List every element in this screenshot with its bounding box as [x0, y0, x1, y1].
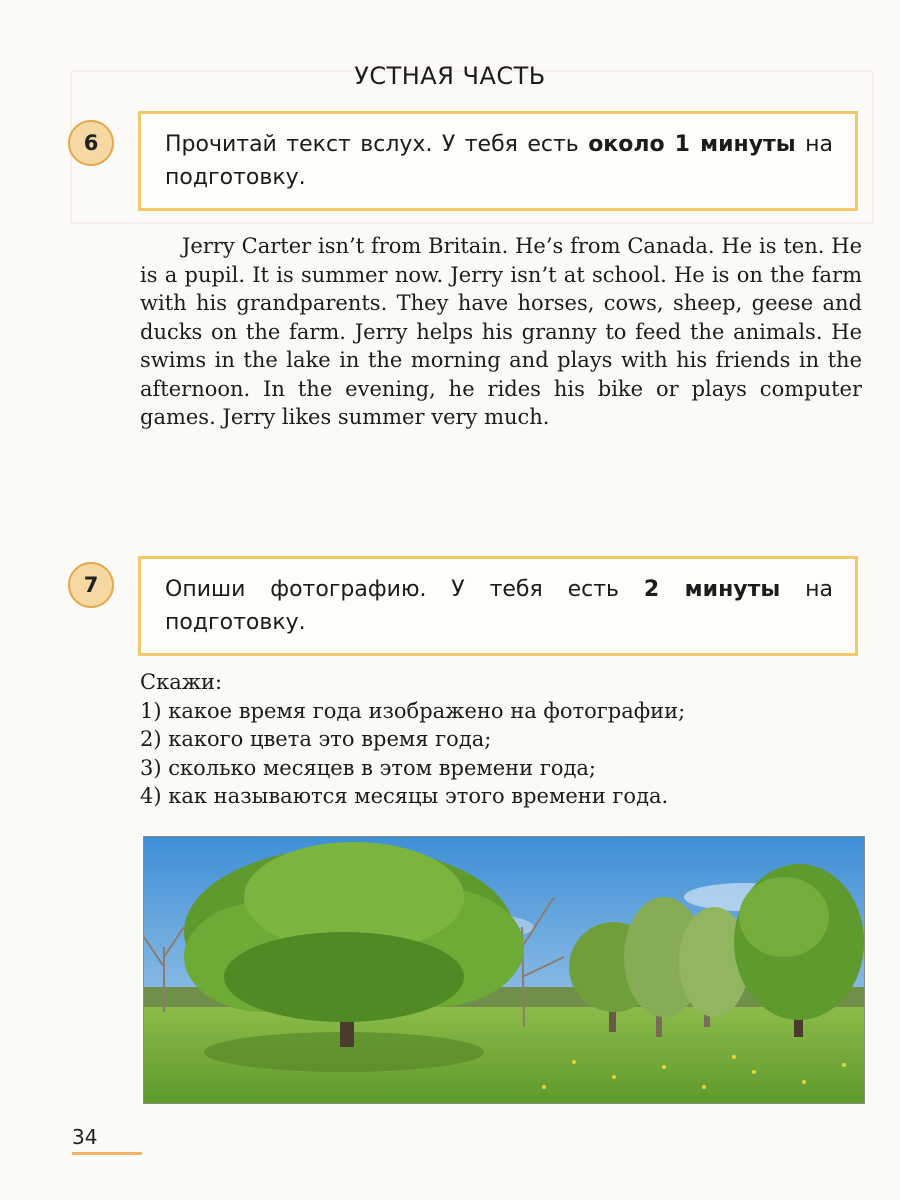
- task-7-text-bold: 2 минуты: [643, 577, 781, 602]
- reading-text: Jerry Carter isn’t from Britain. He’s from Canada. He is ten. He is a pupil. It is summer now. Jerry isn’t at school. He is on the farm with his grandparents. They have horses, cows, sheep, geese and ducks on the farm. Jerry helps his granny to feed the animals. He swims in the lake in the morning and plays with his friends in the afternoon. In the evening, he rides his bike or plays computer games. Jerry likes summer very much.: [140, 234, 862, 429]
- task-6-instruction: [138, 111, 858, 211]
- question-item: 3) сколько месяцев в этом времени года;: [140, 755, 597, 780]
- say-block: [140, 668, 862, 811]
- page-number: 34: [72, 1125, 98, 1149]
- task-6-text-before: Прочитай текст вслух. У тебя есть: [165, 132, 589, 157]
- spring-trees-photo: [143, 836, 865, 1104]
- task-7-text-before: Опиши фотографию. У тебя есть: [165, 577, 644, 602]
- task-7-instruction: [138, 556, 858, 656]
- question-item: 4) как называются месяцы этого времени года.: [140, 784, 669, 808]
- question-item: 1) какое время года изображено на фотографии;: [140, 698, 686, 723]
- task-6-text-bold: около 1 минуты: [588, 132, 796, 157]
- section-title: УСТНАЯ ЧАСТЬ: [354, 62, 546, 90]
- task-number-7: 7: [68, 562, 114, 608]
- question-item: 2) какого цвета это время года;: [140, 727, 492, 751]
- say-heading: Скажи:: [140, 670, 223, 694]
- page-number-underline: [72, 1152, 142, 1155]
- task-6-text-after: на подготовку.: [165, 132, 833, 190]
- question-list: [140, 697, 862, 811]
- task-7-text-after: на подготовку.: [165, 577, 833, 635]
- task-number-6: 6: [68, 120, 114, 166]
